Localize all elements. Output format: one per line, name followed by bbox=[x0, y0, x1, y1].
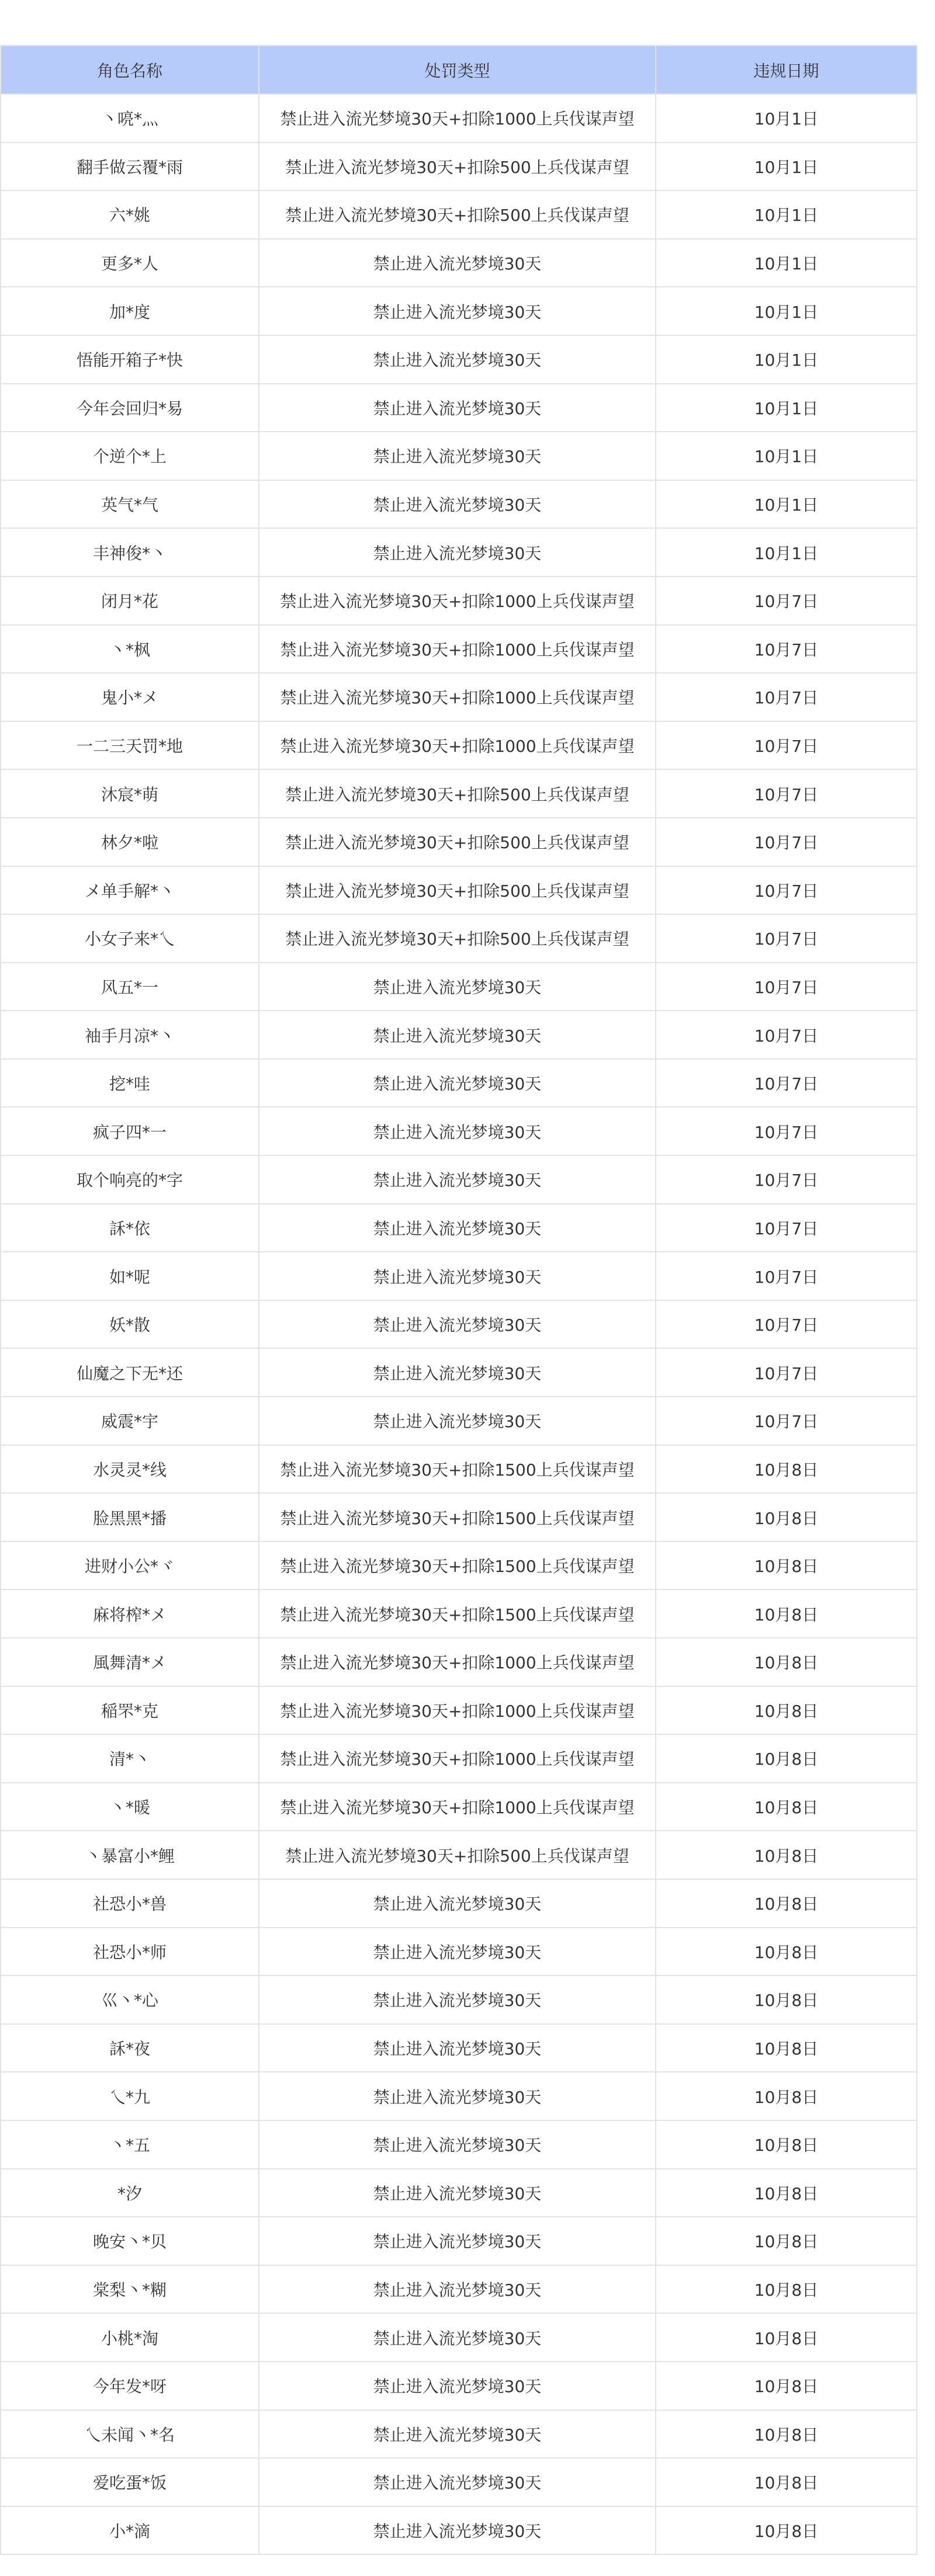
cell-role-name: 仙魔之下无*还 bbox=[1, 1348, 259, 1397]
cell-violation-date: 10月8日 bbox=[656, 1686, 917, 1735]
cell-penalty-type: 禁止进入流光梦境30天 bbox=[259, 2024, 656, 2072]
cell-penalty-type: 禁止进入流光梦境30天+扣除1000上兵伐谋声望 bbox=[259, 94, 656, 143]
cell-penalty-type: 禁止进入流光梦境30天 bbox=[259, 1059, 656, 1108]
cell-violation-date: 10月8日 bbox=[656, 1542, 917, 1590]
cell-role-name: 个逆个*上 bbox=[1, 432, 259, 480]
cell-violation-date: 10月1日 bbox=[656, 94, 917, 143]
cell-penalty-type: 禁止进入流光梦境30天+扣除1500上兵伐谋声望 bbox=[259, 1445, 656, 1494]
cell-role-name: 今年发*呀 bbox=[1, 2362, 259, 2410]
cell-role-name: 乀未闻丶*名 bbox=[1, 2410, 259, 2459]
table-row bbox=[1, 914, 917, 963]
cell-violation-date: 10月1日 bbox=[656, 384, 917, 432]
cell-penalty-type: 禁止进入流光梦境30天 bbox=[259, 2265, 656, 2314]
table-row bbox=[1, 1831, 917, 1879]
cell-penalty-type: 禁止进入流光梦境30天 bbox=[259, 2506, 656, 2555]
table-row bbox=[1, 2410, 917, 2459]
cell-role-name: 巛丶*心 bbox=[1, 1976, 259, 2024]
cell-role-name: 丶暴富小*鲤 bbox=[1, 1831, 259, 1879]
cell-role-name: 悟能开箱子*快 bbox=[1, 335, 259, 384]
table-row bbox=[1, 287, 917, 335]
table-row bbox=[1, 2362, 917, 2410]
cell-violation-date: 10月1日 bbox=[656, 239, 917, 287]
cell-role-name: 訸*夜 bbox=[1, 2024, 259, 2072]
table-row bbox=[1, 335, 917, 384]
penalty-table bbox=[0, 45, 917, 2555]
cell-role-name: 袖手月凉*丶 bbox=[1, 1011, 259, 1059]
cell-violation-date: 10月7日 bbox=[656, 914, 917, 963]
cell-violation-date: 10月8日 bbox=[656, 2410, 917, 2459]
cell-penalty-type: 禁止进入流光梦境30天+扣除1500上兵伐谋声望 bbox=[259, 1542, 656, 1590]
table-row bbox=[1, 1589, 917, 1638]
cell-penalty-type: 禁止进入流光梦境30天+扣除1000上兵伐谋声望 bbox=[259, 1686, 656, 1735]
cell-violation-date: 10月8日 bbox=[656, 1879, 917, 1928]
cell-penalty-type: 禁止进入流光梦境30天 bbox=[259, 1011, 656, 1059]
cell-violation-date: 10月7日 bbox=[656, 577, 917, 625]
cell-role-name: 如*呢 bbox=[1, 1252, 259, 1300]
cell-role-name: 进财小公*ヾ bbox=[1, 1542, 259, 1590]
cell-penalty-type: 禁止进入流光梦境30天+扣除1000上兵伐谋声望 bbox=[259, 625, 656, 673]
cell-violation-date: 10月8日 bbox=[656, 1783, 917, 1831]
cell-role-name: 丶*枫 bbox=[1, 625, 259, 673]
table-row bbox=[1, 866, 917, 915]
cell-violation-date: 10月8日 bbox=[656, 2072, 917, 2120]
cell-penalty-type: 禁止进入流光梦境30天 bbox=[259, 2072, 656, 2120]
cell-penalty-type: 禁止进入流光梦境30天 bbox=[259, 2313, 656, 2362]
cell-penalty-type: 禁止进入流光梦境30天 bbox=[259, 1397, 656, 1445]
cell-violation-date: 10月8日 bbox=[656, 1589, 917, 1638]
cell-violation-date: 10月8日 bbox=[656, 1734, 917, 1783]
cell-penalty-type: 禁止进入流光梦境30天 bbox=[259, 239, 656, 287]
cell-violation-date: 10月7日 bbox=[656, 625, 917, 673]
cell-violation-date: 10月7日 bbox=[656, 1397, 917, 1445]
table-row bbox=[1, 2506, 917, 2555]
table-row bbox=[1, 1252, 917, 1300]
cell-violation-date: 10月8日 bbox=[656, 2458, 917, 2506]
cell-violation-date: 10月8日 bbox=[656, 1638, 917, 1686]
table-body bbox=[1, 94, 917, 2554]
cell-violation-date: 10月7日 bbox=[656, 1155, 917, 1204]
table-row bbox=[1, 1638, 917, 1686]
cell-role-name: 丶*五 bbox=[1, 2120, 259, 2169]
cell-violation-date: 10月1日 bbox=[656, 190, 917, 239]
cell-role-name: *汐 bbox=[1, 2169, 259, 2217]
cell-penalty-type: 禁止进入流光梦境30天+扣除1000上兵伐谋声望 bbox=[259, 1734, 656, 1783]
cell-role-name: 乀*九 bbox=[1, 2072, 259, 2120]
cell-violation-date: 10月1日 bbox=[656, 480, 917, 529]
cell-penalty-type: 禁止进入流光梦境30天 bbox=[259, 432, 656, 480]
cell-role-name: 林夕*啦 bbox=[1, 818, 259, 866]
table-row bbox=[1, 1348, 917, 1397]
cell-role-name: 社恐小*师 bbox=[1, 1928, 259, 1976]
table-row bbox=[1, 1300, 917, 1349]
header-role-name: 角色名称 bbox=[1, 46, 259, 94]
cell-penalty-type: 禁止进入流光梦境30天+扣除1500上兵伐谋声望 bbox=[259, 1493, 656, 1542]
cell-violation-date: 10月7日 bbox=[656, 818, 917, 866]
cell-role-name: 加*度 bbox=[1, 287, 259, 335]
table-row bbox=[1, 1059, 917, 1108]
cell-role-name: 威震*宇 bbox=[1, 1397, 259, 1445]
cell-role-name: 風舞清*メ bbox=[1, 1638, 259, 1686]
table-row bbox=[1, 625, 917, 673]
table-row bbox=[1, 94, 917, 143]
table-row bbox=[1, 673, 917, 721]
table-row bbox=[1, 1011, 917, 1059]
cell-violation-date: 10月7日 bbox=[656, 1107, 917, 1155]
table-row bbox=[1, 2072, 917, 2120]
cell-role-name: 英气*气 bbox=[1, 480, 259, 529]
cell-penalty-type: 禁止进入流光梦境30天 bbox=[259, 2169, 656, 2217]
cell-violation-date: 10月8日 bbox=[656, 2506, 917, 2555]
table-row bbox=[1, 1204, 917, 1252]
table-row bbox=[1, 1686, 917, 1735]
cell-role-name: 稲罘*克 bbox=[1, 1686, 259, 1735]
cell-role-name: 小桃*淘 bbox=[1, 2313, 259, 2362]
table-row bbox=[1, 963, 917, 1011]
cell-violation-date: 10月7日 bbox=[656, 1252, 917, 1300]
cell-penalty-type: 禁止进入流光梦境30天 bbox=[259, 2362, 656, 2410]
cell-role-name: 六*姚 bbox=[1, 190, 259, 239]
table-row bbox=[1, 1397, 917, 1445]
cell-role-name: 脸黑黑*播 bbox=[1, 1493, 259, 1542]
cell-penalty-type: 禁止进入流光梦境30天+扣除500上兵伐谋声望 bbox=[259, 866, 656, 915]
cell-violation-date: 10月8日 bbox=[656, 2217, 917, 2265]
cell-role-name: 社恐小*兽 bbox=[1, 1879, 259, 1928]
penalty-table-container bbox=[0, 45, 916, 2555]
cell-penalty-type: 禁止进入流光梦境30天 bbox=[259, 384, 656, 432]
table-row bbox=[1, 528, 917, 577]
table-row bbox=[1, 143, 917, 191]
cell-violation-date: 10月7日 bbox=[656, 673, 917, 721]
cell-role-name: メ单手解*丶 bbox=[1, 866, 259, 915]
cell-penalty-type: 禁止进入流光梦境30天 bbox=[259, 2458, 656, 2506]
cell-penalty-type: 禁止进入流光梦境30天+扣除1000上兵伐谋声望 bbox=[259, 1638, 656, 1686]
cell-violation-date: 10月8日 bbox=[656, 1976, 917, 2024]
cell-violation-date: 10月8日 bbox=[656, 1831, 917, 1879]
cell-role-name: 棠梨丶*糊 bbox=[1, 2265, 259, 2314]
cell-violation-date: 10月8日 bbox=[656, 2169, 917, 2217]
cell-violation-date: 10月8日 bbox=[656, 1445, 917, 1494]
cell-violation-date: 10月7日 bbox=[656, 769, 917, 818]
cell-violation-date: 10月8日 bbox=[656, 2265, 917, 2314]
table-row bbox=[1, 239, 917, 287]
cell-penalty-type: 禁止进入流光梦境30天+扣除500上兵伐谋声望 bbox=[259, 769, 656, 818]
cell-penalty-type: 禁止进入流光梦境30天 bbox=[259, 1879, 656, 1928]
header-penalty-type: 处罚类型 bbox=[259, 46, 656, 94]
cell-role-name: 爱吃蛋*饭 bbox=[1, 2458, 259, 2506]
cell-violation-date: 10月1日 bbox=[656, 432, 917, 480]
table-row bbox=[1, 1928, 917, 1976]
table-row bbox=[1, 2120, 917, 2169]
cell-penalty-type: 禁止进入流光梦境30天+扣除1500上兵伐谋声望 bbox=[259, 1589, 656, 1638]
table-row bbox=[1, 577, 917, 625]
cell-role-name: 闭月*花 bbox=[1, 577, 259, 625]
cell-violation-date: 10月8日 bbox=[656, 2362, 917, 2410]
cell-violation-date: 10月7日 bbox=[656, 963, 917, 1011]
table-row bbox=[1, 480, 917, 529]
cell-penalty-type: 禁止进入流光梦境30天 bbox=[259, 1928, 656, 1976]
cell-role-name: 訸*依 bbox=[1, 1204, 259, 1252]
cell-role-name: 丶喨*灬 bbox=[1, 94, 259, 143]
header-violation-date: 违规日期 bbox=[656, 46, 917, 94]
cell-penalty-type: 禁止进入流光梦境30天+扣除1000上兵伐谋声望 bbox=[259, 721, 656, 770]
cell-role-name: 挖*哇 bbox=[1, 1059, 259, 1108]
cell-penalty-type: 禁止进入流光梦境30天 bbox=[259, 480, 656, 529]
cell-penalty-type: 禁止进入流光梦境30天 bbox=[259, 1348, 656, 1397]
table-row bbox=[1, 2169, 917, 2217]
cell-role-name: 鬼小*メ bbox=[1, 673, 259, 721]
cell-penalty-type: 禁止进入流光梦境30天 bbox=[259, 1204, 656, 1252]
cell-role-name: 丰神俊*丶 bbox=[1, 528, 259, 577]
table-row bbox=[1, 1976, 917, 2024]
cell-penalty-type: 禁止进入流光梦境30天 bbox=[259, 1155, 656, 1204]
table-row bbox=[1, 721, 917, 770]
cell-violation-date: 10月7日 bbox=[656, 721, 917, 770]
table-row bbox=[1, 2217, 917, 2265]
table-row bbox=[1, 1783, 917, 1831]
cell-violation-date: 10月1日 bbox=[656, 335, 917, 384]
cell-role-name: 水灵灵*线 bbox=[1, 1445, 259, 1494]
table-row bbox=[1, 769, 917, 818]
cell-penalty-type: 禁止进入流光梦境30天 bbox=[259, 2217, 656, 2265]
table-row bbox=[1, 384, 917, 432]
cell-role-name: 小女子来*乀 bbox=[1, 914, 259, 963]
cell-penalty-type: 禁止进入流光梦境30天+扣除1000上兵伐谋声望 bbox=[259, 673, 656, 721]
cell-penalty-type: 禁止进入流光梦境30天 bbox=[259, 1107, 656, 1155]
cell-role-name: 风五*一 bbox=[1, 963, 259, 1011]
cell-penalty-type: 禁止进入流光梦境30天+扣除500上兵伐谋声望 bbox=[259, 914, 656, 963]
cell-role-name: 丶*暖 bbox=[1, 1783, 259, 1831]
table-row bbox=[1, 2458, 917, 2506]
cell-violation-date: 10月7日 bbox=[656, 1300, 917, 1349]
cell-penalty-type: 禁止进入流光梦境30天 bbox=[259, 2410, 656, 2459]
cell-violation-date: 10月1日 bbox=[656, 143, 917, 191]
cell-violation-date: 10月7日 bbox=[656, 1011, 917, 1059]
cell-violation-date: 10月8日 bbox=[656, 2024, 917, 2072]
cell-role-name: 麻将榨*メ bbox=[1, 1589, 259, 1638]
cell-role-name: 晚安丶*贝 bbox=[1, 2217, 259, 2265]
cell-violation-date: 10月8日 bbox=[656, 1493, 917, 1542]
table-row bbox=[1, 1107, 917, 1155]
cell-penalty-type: 禁止进入流光梦境30天+扣除500上兵伐谋声望 bbox=[259, 190, 656, 239]
cell-violation-date: 10月7日 bbox=[656, 1059, 917, 1108]
cell-role-name: 更多*人 bbox=[1, 239, 259, 287]
cell-violation-date: 10月8日 bbox=[656, 2120, 917, 2169]
cell-penalty-type: 禁止进入流光梦境30天 bbox=[259, 287, 656, 335]
cell-role-name: 小*滴 bbox=[1, 2506, 259, 2555]
cell-violation-date: 10月7日 bbox=[656, 866, 917, 915]
cell-role-name: 翻手做云覆*雨 bbox=[1, 143, 259, 191]
cell-role-name: 疯子四*一 bbox=[1, 1107, 259, 1155]
cell-penalty-type: 禁止进入流光梦境30天 bbox=[259, 335, 656, 384]
table-row bbox=[1, 1734, 917, 1783]
table-row bbox=[1, 2024, 917, 2072]
cell-penalty-type: 禁止进入流光梦境30天+扣除500上兵伐谋声望 bbox=[259, 143, 656, 191]
cell-penalty-type: 禁止进入流光梦境30天+扣除500上兵伐谋声望 bbox=[259, 818, 656, 866]
cell-penalty-type: 禁止进入流光梦境30天 bbox=[259, 1300, 656, 1349]
table-row bbox=[1, 2265, 917, 2314]
table-row bbox=[1, 432, 917, 480]
cell-penalty-type: 禁止进入流光梦境30天+扣除1000上兵伐谋声望 bbox=[259, 1783, 656, 1831]
cell-role-name: 取个响亮的*字 bbox=[1, 1155, 259, 1204]
header-row bbox=[1, 46, 917, 94]
table-row bbox=[1, 1445, 917, 1494]
cell-violation-date: 10月1日 bbox=[656, 528, 917, 577]
table-row bbox=[1, 190, 917, 239]
table-header bbox=[1, 46, 917, 94]
cell-role-name: 沐宸*萌 bbox=[1, 769, 259, 818]
table-row bbox=[1, 1155, 917, 1204]
cell-penalty-type: 禁止进入流光梦境30天 bbox=[259, 528, 656, 577]
table-row bbox=[1, 1493, 917, 1542]
cell-penalty-type: 禁止进入流光梦境30天 bbox=[259, 2120, 656, 2169]
cell-violation-date: 10月8日 bbox=[656, 1928, 917, 1976]
cell-penalty-type: 禁止进入流光梦境30天+扣除500上兵伐谋声望 bbox=[259, 1831, 656, 1879]
cell-penalty-type: 禁止进入流光梦境30天 bbox=[259, 1976, 656, 2024]
cell-penalty-type: 禁止进入流光梦境30天+扣除1000上兵伐谋声望 bbox=[259, 577, 656, 625]
cell-role-name: 一二三天罚*地 bbox=[1, 721, 259, 770]
cell-violation-date: 10月7日 bbox=[656, 1204, 917, 1252]
cell-penalty-type: 禁止进入流光梦境30天 bbox=[259, 1252, 656, 1300]
cell-role-name: 清*丶 bbox=[1, 1734, 259, 1783]
cell-violation-date: 10月7日 bbox=[656, 1348, 917, 1397]
table-row bbox=[1, 818, 917, 866]
cell-penalty-type: 禁止进入流光梦境30天 bbox=[259, 963, 656, 1011]
cell-violation-date: 10月1日 bbox=[656, 287, 917, 335]
table-row bbox=[1, 2313, 917, 2362]
table-row bbox=[1, 1879, 917, 1928]
cell-role-name: 妖*散 bbox=[1, 1300, 259, 1349]
cell-role-name: 今年会回归*易 bbox=[1, 384, 259, 432]
cell-violation-date: 10月8日 bbox=[656, 2313, 917, 2362]
table-row bbox=[1, 1542, 917, 1590]
